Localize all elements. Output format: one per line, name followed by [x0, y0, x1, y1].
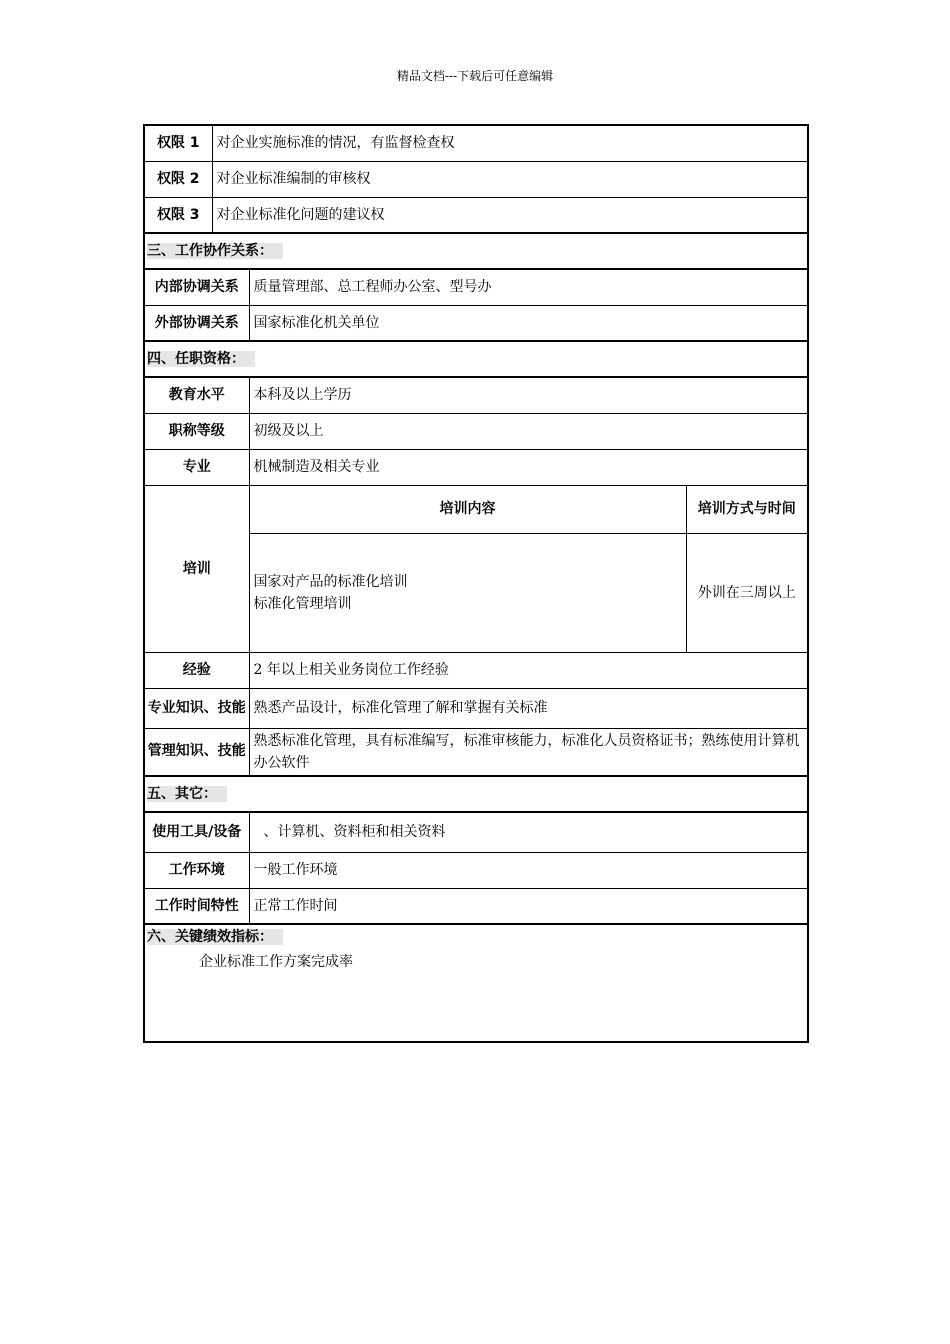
kpi-value: 企业标准工作方案完成率	[199, 954, 353, 970]
experience-value: 2 年以上相关业务岗位工作经验	[249, 652, 808, 688]
pro-knowledge-label: 专业知识、技能	[144, 688, 249, 728]
major-row	[144, 449, 808, 485]
mgmt-knowledge-row	[144, 728, 808, 776]
work-time-row	[144, 888, 808, 924]
training-method-value: 外训在三周以上	[686, 533, 808, 652]
training-method-header: 培训方式与时间	[686, 485, 808, 533]
pro-knowledge-row	[144, 688, 808, 728]
tools-value: 、计算机、资料柜和相关资料	[249, 812, 808, 852]
education-label: 教育水平	[144, 377, 249, 413]
section-6-row	[144, 924, 808, 1042]
title-level-label: 职称等级	[144, 413, 249, 449]
experience-label: 经验	[144, 652, 249, 688]
external-coordination-label: 外部协调关系	[144, 305, 249, 341]
section-4-title: 四、任职资格：	[147, 351, 255, 367]
mgmt-knowledge-value: 熟悉标准化管理，具有标准编写，标准审核能力，标准化人员资格证书；熟练使用计算机办公软件	[249, 728, 808, 776]
authority-row-1	[144, 125, 808, 161]
section-6-title: 六、关键绩效指标：	[147, 929, 283, 945]
authority-label-1: 权限 1	[144, 125, 212, 161]
environment-row	[144, 852, 808, 888]
training-content-cell	[249, 533, 686, 652]
title-level-row	[144, 413, 808, 449]
section-3-heading-row	[144, 233, 808, 269]
major-value: 机械制造及相关专业	[249, 449, 808, 485]
tools-row	[144, 812, 808, 852]
job-description-table	[143, 124, 809, 1043]
training-label: 培训	[144, 485, 249, 652]
job-description-sheet	[143, 124, 807, 1043]
pro-knowledge-value: 熟悉产品设计，标准化管理了解和掌握有关标准	[249, 688, 808, 728]
mgmt-knowledge-label: 管理知识、技能	[144, 728, 249, 776]
authority-value-1: 对企业实施标准的情况，有监督检查权	[212, 125, 808, 161]
page-header-note: 精品文档---下载后可任意编辑	[396, 69, 554, 83]
training-content-line-2: 标准化管理培训	[253, 595, 352, 612]
education-row	[144, 377, 808, 413]
work-time-label: 工作时间特性	[144, 888, 249, 924]
work-time-value: 正常工作时间	[249, 888, 808, 924]
environment-value: 一般工作环境	[249, 852, 808, 888]
section-4-heading-row	[144, 341, 808, 377]
section-5-heading-row	[144, 776, 808, 812]
internal-coordination-label: 内部协调关系	[144, 269, 249, 305]
authority-label-2: 权限 2	[144, 161, 212, 197]
section-5-title: 五、其它：	[147, 786, 227, 802]
internal-coordination-value: 质量管理部、总工程师办公室、型号办	[249, 269, 808, 305]
section-3-title: 三、工作协作关系：	[147, 243, 283, 259]
tools-label: 使用工具/设备	[144, 812, 249, 852]
external-coordination-value: 国家标准化机关单位	[249, 305, 808, 341]
authority-row-3	[144, 197, 808, 233]
external-coordination-row	[144, 305, 808, 341]
internal-coordination-row	[144, 269, 808, 305]
authority-row-2	[144, 161, 808, 197]
training-content-header: 培训内容	[249, 485, 686, 533]
major-label: 专业	[144, 449, 249, 485]
education-value: 本科及以上学历	[249, 377, 808, 413]
title-level-value: 初级及以上	[249, 413, 808, 449]
authority-label-3: 权限 3	[144, 197, 212, 233]
training-header-row	[144, 485, 808, 533]
environment-label: 工作环境	[144, 852, 249, 888]
training-content-line-1: 国家对产品的标准化培训	[253, 573, 408, 590]
authority-value-3: 对企业标准化问题的建议权	[212, 197, 808, 233]
experience-row	[144, 652, 808, 688]
authority-value-2: 对企业标准编制的审核权	[212, 161, 808, 197]
